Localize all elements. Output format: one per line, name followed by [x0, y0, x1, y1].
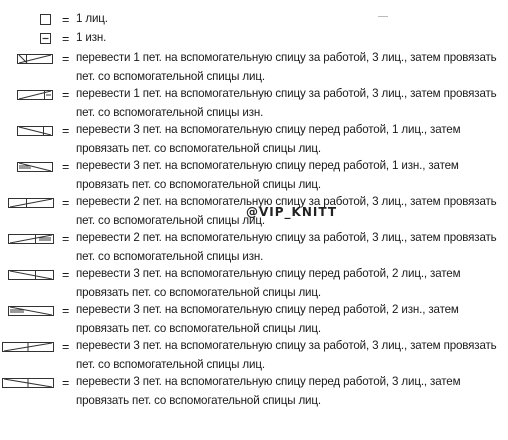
knit-stitch-icon: [40, 14, 51, 25]
legend-item-text: 1 изн.: [76, 31, 107, 44]
legend-item-text: перевести 3 пет. на вспомогательную спицу перед работой, 1 изн., затем провязать пет. со вспомогательной спицы лиц.: [76, 159, 459, 191]
legend-item-text: перевести 3 пет. на вспомогательную спицу за работой, 3 лиц., затем провязать пет. со вспомогательной спицы лиц.: [76, 339, 497, 371]
equals-sign: =: [62, 160, 70, 174]
legend-item-text: перевести 1 пет. на вспомогательную спицу за работой, 3 лиц., затем провязать пет. со вспомогательной спицы лиц.: [76, 51, 497, 83]
purl-stitch-icon: [40, 33, 51, 44]
cable-3-over-3-knit-back-icon: [2, 342, 54, 352]
equals-sign: =: [62, 340, 70, 354]
legend-item-text: перевести 3 пет. на вспомогательную спицу перед работой, 1 лиц., затем провязать пет. со вспомогательной спицы лиц.: [76, 123, 461, 155]
legend-item-text: перевести 1 пет. на вспомогательную спицу за работой, 3 лиц., затем провязать пет. со вспомогательной спицы изн.: [76, 87, 497, 119]
legend-item-text: перевести 2 пет. на вспомогательную спицу за работой, 3 лиц., затем провязать пет. со вспомогательной спицы изн.: [76, 231, 497, 263]
watermark-handle: @VIP_KNITT: [246, 205, 337, 219]
cable-2-over-3-purl-back-icon: [8, 234, 54, 244]
equals-sign: =: [62, 32, 70, 46]
cable-3-over-1-purl-front-icon: [17, 162, 53, 172]
cable-3-over-3-knit-front-icon: [2, 378, 54, 388]
equals-sign: =: [62, 196, 70, 210]
cable-1-over-3-knit-back-icon: [17, 54, 53, 64]
cable-2-over-3-knit-back-icon: [8, 198, 54, 208]
equals-sign: =: [62, 304, 70, 318]
legend-item-text: перевести 3 пет. на вспомогательную спицу перед работой, 2 изн., затем провязать пет. со вспомогательной спицы лиц.: [76, 303, 459, 335]
cable-3-over-2-knit-front-icon: [8, 270, 54, 280]
equals-sign: =: [62, 88, 70, 102]
equals-sign: =: [62, 232, 70, 246]
cable-1-over-3-purl-back-icon: [17, 90, 53, 100]
equals-sign: =: [62, 13, 70, 27]
equals-sign: =: [62, 124, 70, 138]
cable-3-over-1-knit-front-icon: [17, 126, 53, 136]
legend-item-text: перевести 3 пет. на вспомогательную спицу перед работой, 2 лиц., затем провязать пет. со вспомогательной спицы лиц.: [76, 267, 461, 299]
equals-sign: =: [62, 52, 70, 66]
legend-item-text: перевести 3 пет. на вспомогательную спицу перед работой, 3 лиц., затем провязать пет. со вспомогательной спицы лиц.: [76, 375, 461, 407]
legend-item-text: 1 лиц.: [76, 12, 108, 25]
legend-item-text: перевести 2 пет. на вспомогательную спицу за работой, 3 лиц., затем провязать пет. со вспомогательной спицы лиц.: [76, 195, 497, 227]
cable-3-over-2-purl-front-icon: [8, 306, 54, 316]
equals-sign: =: [62, 268, 70, 282]
equals-sign: =: [62, 376, 70, 390]
